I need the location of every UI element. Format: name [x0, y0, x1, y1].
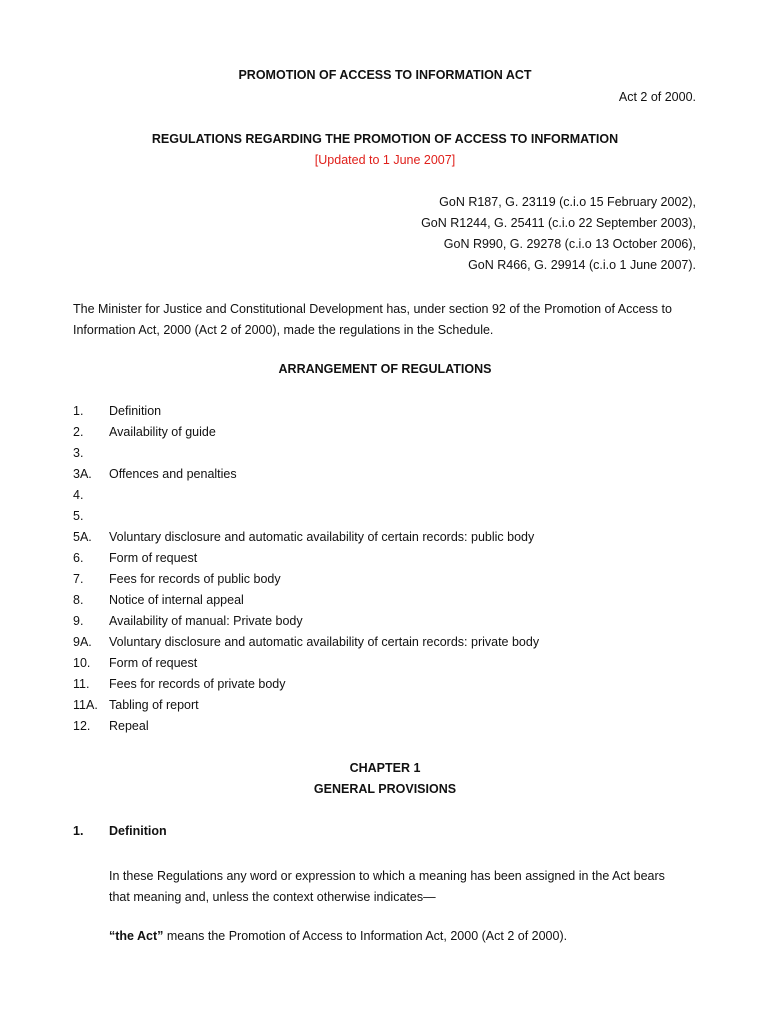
- list-item: [73, 443, 693, 464]
- section-intro-line: that meaning and, unless the context otherwise indicates—: [109, 890, 436, 904]
- list-item: [73, 506, 693, 527]
- regulations-title: REGULATIONS REGARDING THE PROMOTION OF ACCESS TO INFORMATION: [151, 132, 619, 146]
- arrangement-heading: ARRANGEMENT OF REGULATIONS: [278, 362, 492, 376]
- list-item: [73, 674, 693, 695]
- item-title: Fees for records of private body: [109, 677, 286, 691]
- preamble-line: Information Act, 2000 (Act 2 of 2000), made the regulations in the Schedule.: [73, 323, 494, 337]
- act-title: PROMOTION OF ACCESS TO INFORMATION ACT: [238, 68, 532, 82]
- definition-term: “the Act”: [109, 929, 164, 943]
- section-heading: Definition: [109, 824, 167, 838]
- item-number: 2.: [73, 425, 84, 439]
- list-item: [73, 695, 693, 716]
- chapter-title: GENERAL PROVISIONS: [313, 782, 457, 796]
- item-title: Voluntary disclosure and automatic availability of certain records: private body: [109, 635, 540, 649]
- item-number: 10.: [73, 656, 91, 670]
- list-item: [73, 611, 693, 632]
- list-item: [73, 464, 693, 485]
- list-item: [73, 716, 693, 737]
- item-title: Availability of manual: Private body: [109, 614, 303, 628]
- list-item: [73, 422, 693, 443]
- item-title: Offences and penalties: [109, 467, 237, 481]
- item-number: 3A.: [73, 467, 92, 481]
- item-number: 5A.: [73, 530, 92, 544]
- gazette-ref: GoN R187, G. 23119 (c.i.o 15 February 2002),: [439, 195, 696, 209]
- item-title: Voluntary disclosure and automatic availability of certain records: public body: [109, 530, 535, 544]
- item-number: 6.: [73, 551, 84, 565]
- item-number: 12.: [73, 719, 91, 733]
- item-title: Repeal: [109, 719, 149, 733]
- item-title: Definition: [109, 404, 162, 418]
- item-title: Notice of internal appeal: [109, 593, 244, 607]
- list-item: [73, 653, 693, 674]
- definition: [109, 929, 567, 943]
- list-item: [73, 590, 693, 611]
- item-number: 11A.: [73, 698, 98, 712]
- updated-note: [Updated to 1 June 2007]: [314, 153, 456, 167]
- item-title: Availability of guide: [109, 425, 216, 439]
- item-title: Form of request: [109, 551, 198, 565]
- section-number: 1.: [73, 824, 84, 838]
- item-number: 11.: [73, 677, 90, 691]
- chapter-number: CHAPTER 1: [349, 761, 421, 775]
- act-number: Act 2 of 2000.: [618, 90, 696, 104]
- preamble: [73, 299, 697, 341]
- list-item: [73, 632, 693, 653]
- definition-text: means the Promotion of Access to Information Act, 2000 (Act 2 of 2000).: [163, 929, 568, 943]
- item-title: Fees for records of public body: [109, 572, 281, 586]
- item-number: 9A.: [73, 635, 92, 649]
- list-item: [73, 548, 693, 569]
- item-number: 4.: [73, 488, 84, 502]
- list-item: [73, 485, 693, 506]
- item-title: Form of request: [109, 656, 198, 670]
- item-number: 8.: [73, 593, 84, 607]
- item-number: 9.: [73, 614, 84, 628]
- list-item: [73, 401, 693, 422]
- list-item: [73, 527, 693, 548]
- item-number: 3.: [73, 446, 84, 460]
- item-number: 1.: [73, 404, 84, 418]
- gazette-ref: GoN R990, G. 29278 (c.i.o 13 October 2006),: [443, 237, 696, 251]
- item-number: 5.: [73, 509, 84, 523]
- section-intro-line: In these Regulations any word or expression to which a meaning has been assigned in the Act bears: [109, 869, 665, 883]
- gazette-ref: GoN R1244, G. 25411 (c.i.o 22 September 2003),: [421, 216, 696, 230]
- list-item: [73, 569, 693, 590]
- arrangement-list: [73, 401, 693, 737]
- preamble-line: The Minister for Justice and Constitutional Development has, under section 92 of the Promotion of Access to: [73, 302, 672, 316]
- gazette-ref: GoN R466, G. 29914 (c.i.o 1 June 2007).: [468, 258, 696, 272]
- item-number: 7.: [73, 572, 84, 586]
- section-intro: [109, 866, 697, 908]
- item-title: Tabling of report: [109, 698, 199, 712]
